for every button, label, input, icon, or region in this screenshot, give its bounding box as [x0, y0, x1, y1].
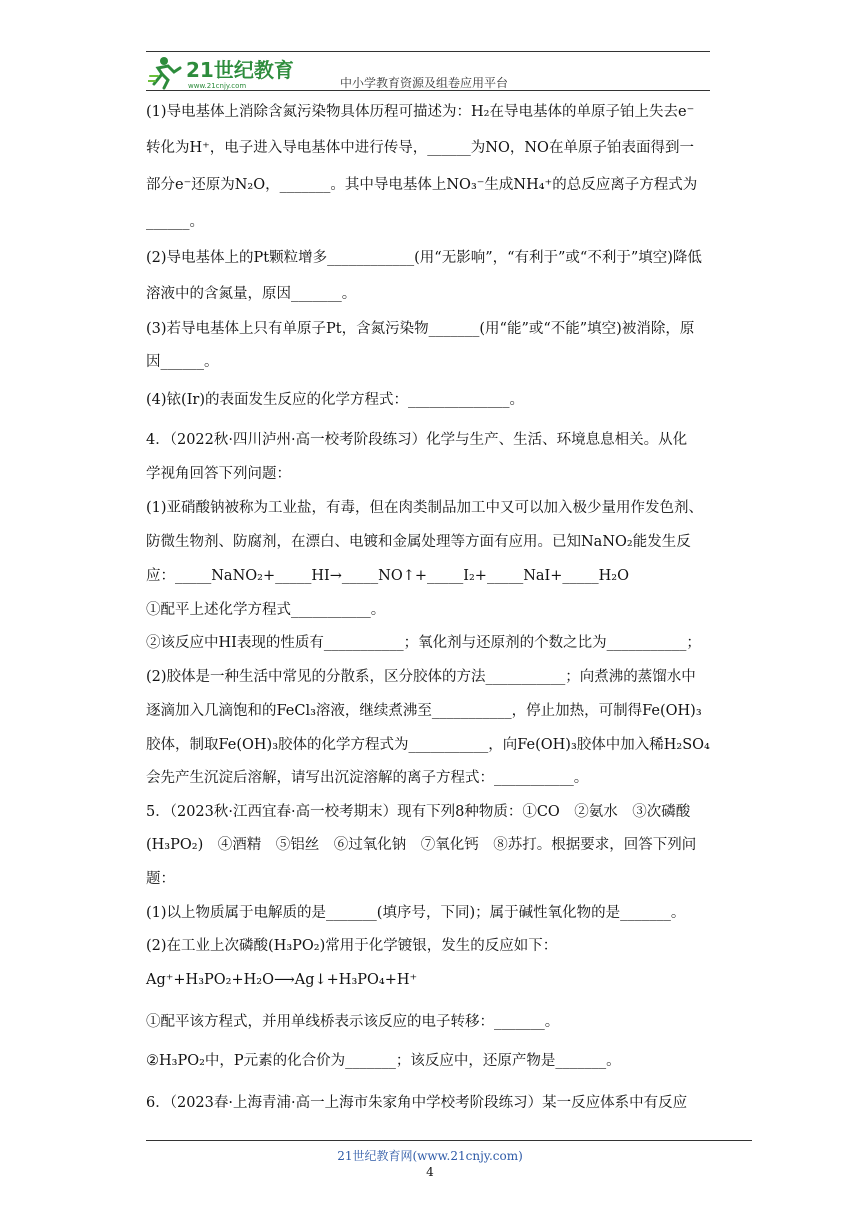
- text-line: 部分e⁻还原为N₂O，_______。其中导电基体上NO₃⁻生成NH₄⁺的总反应离子方程式为: [146, 177, 698, 193]
- logo-text: 21世纪教育: [186, 58, 294, 82]
- footer-rule: [146, 1140, 752, 1141]
- text-line: (2)在工业上次磷酸(H₃PO₂)常用于化学镀银，发生的反应如下：: [146, 938, 558, 954]
- text-line: ②H₃PO₂中，P元素的化合价为_______；该反应中，还原产物是_______。: [146, 1053, 621, 1069]
- page-number: 4: [426, 1165, 434, 1179]
- site-logo: [148, 54, 310, 90]
- question-6-title: 6．（2023春·上海青浦·高一上海市朱家角中学校考阶段练习）某一反应体系中有反应: [146, 1095, 688, 1111]
- text-line: (2)胶体是一种生活中常见的分散系，区分胶体的方法___________；向煮沸的蒸馏水中: [146, 669, 696, 685]
- header-bottom-rule: [146, 90, 710, 91]
- text-line: 胶体，制取Fe(OH)₃胶体的化学方程式为___________，向Fe(OH)₃胶体中加入稀H₂SO₄: [146, 737, 710, 753]
- text-line: (H₃PO₂) ④酒精 ⑤铝丝 ⑥过氧化钠 ⑦氧化钙 ⑧苏打。根据要求，回答下列问: [146, 837, 697, 853]
- text-line: (1)以上物质属于电解质的是_______(填序号，下同)；属于碱性氧化物的是_______。: [146, 905, 686, 921]
- question-4-title: 4．（2022秋·四川泸州·高一校考阶段练习）化学与生产、生活、环境息息相关。从化: [146, 432, 688, 448]
- text-line: 学视角回答下列问题：: [146, 466, 291, 482]
- text-line: 转化为H⁺，电子进入导电基体中进行传导，______为NO，NO在单原子铂表面得到一: [146, 140, 694, 156]
- text-line: (1)亚硝酸钠被称为工业盐，有毒，但在肉类制品加工中又可以加入极少量用作发色剂、: [146, 500, 704, 516]
- text-line: 应：_____NaNO₂+_____HI→_____NO↑+_____I₂+_____NaI+_____H₂O: [146, 568, 630, 584]
- runner-icon: [148, 57, 180, 88]
- text-line: ①配平上述化学方程式___________。: [146, 602, 386, 618]
- header-top-rule: [146, 51, 710, 52]
- text-line: (1)导电基体上消除含氮污染物具体历程可描述为：H₂在导电基体的单原子铂上失去e⁻: [146, 104, 695, 120]
- header-subtitle: 中小学教育资源及组卷应用平台: [340, 76, 509, 90]
- text-line: (3)若导电基体上只有单原子Pt，含氮污染物_______(用“能”或“不能”填空)被消除，原: [146, 321, 695, 337]
- text-line: 会先产生沉淀后溶解，请写出沉淀溶解的离子方程式：___________。: [146, 770, 589, 786]
- text-line: 逐滴加入几滴饱和的FeCl₃溶液，继续煮沸至___________，停止加热，可制得Fe(OH)₃: [146, 703, 702, 719]
- text-line: ①配平该方程式，并用单线桥表示该反应的电子转移：_______。: [146, 1014, 560, 1030]
- question-5-title: 5．（2023秋·江西宜春·高一校考期末）现有下列8种物质：①CO ②氨水 ③次磷酸: [146, 804, 691, 820]
- text-line: (4)铱(Ir)的表面发生反应的化学方程式：______________。: [146, 392, 525, 408]
- text-line: (2)导电基体上的Pt颗粒增多____________(用“无影响”，“有利于”或“不利于”填空)降低: [146, 250, 702, 266]
- text-line: 因______。: [146, 354, 219, 370]
- equation-line: Ag⁺+H₃PO₂+H₂O⟶Ag↓+H₃PO₄+H⁺: [146, 972, 418, 988]
- text-line: 溶液中的含氮量，原因_______。: [146, 286, 357, 302]
- text-line: ______。: [146, 214, 204, 230]
- footer-site[interactable]: 21世纪教育网(www.21cnjy.com): [337, 1149, 523, 1163]
- text-line: 防微生物剂、防腐剂，在漂白、电镀和金属处理等方面有应用。已知NaNO₂能发生反: [146, 534, 691, 550]
- text-line: ②该反应中HI表现的性质有___________；氧化剂与还原剂的个数之比为___________；: [146, 635, 701, 651]
- text-line: 题：: [146, 871, 175, 887]
- logo-url: www.21cnjy.com: [188, 82, 247, 90]
